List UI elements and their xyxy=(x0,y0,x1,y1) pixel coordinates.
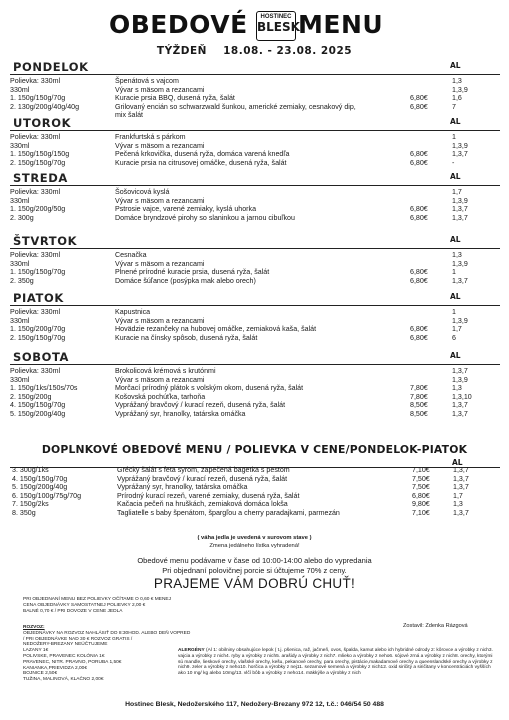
al-label: AL xyxy=(450,351,461,360)
item-name: Brokolicová krémová s krutónmi xyxy=(115,367,216,375)
item-name: Pečená krkovička, dusená ryža, domáca varená knedľa xyxy=(115,150,290,159)
extra-item-row xyxy=(12,475,500,484)
item-allergens: 1,3,7 xyxy=(453,474,469,483)
item-allergens: 1,3,7 xyxy=(453,466,469,474)
item-allergens: 7 xyxy=(452,102,456,111)
item-portion: Polievka: 330ml xyxy=(10,133,61,141)
item-portion: 1. 150g/200g/70g xyxy=(10,325,66,334)
item-name: Cesnačka xyxy=(115,251,147,259)
day-title: STREDA xyxy=(13,171,68,185)
half-portion-note: Pri objednaní polovičnej porcie si účtujeme 70% z ceny. xyxy=(162,566,347,575)
item-allergens: 1,3,7 xyxy=(452,150,468,159)
menu-item-row xyxy=(10,133,500,142)
day-items xyxy=(10,77,500,120)
item-portion: 6. 150g/100g/75g/70g xyxy=(12,491,82,500)
item-name: Šošovicová kyslá xyxy=(115,188,170,196)
item-price: 6,80€ xyxy=(410,325,428,334)
menu-item-row xyxy=(10,376,500,385)
item-allergens: 1 xyxy=(452,308,456,316)
menu-item-row xyxy=(10,334,500,343)
item-name: Vyprážaný bravčový / kurací rezeň, dusená ryža, šalát xyxy=(115,401,286,410)
al-label: AL xyxy=(450,61,461,70)
item-portion: Polievka: 330ml xyxy=(10,251,61,259)
item-portion: 2. 150g/200g xyxy=(10,392,52,401)
item-name: Kuracie na čínsky spôsob, dusená ryža, šalát xyxy=(115,333,258,342)
menu-item-row xyxy=(10,111,500,120)
item-allergens: 1,3 xyxy=(452,77,462,85)
delivery-line: NEDOŽERY-BREZANY NEÚČTUJEME xyxy=(23,642,108,648)
bon-appetit: PRAJEME VÁM DOBRÚ CHUŤ! xyxy=(153,576,356,591)
al-label: AL xyxy=(450,292,461,301)
item-name: Hovädzie rezančeky na hubovej omáčke, zemiaková kaša, šalát xyxy=(115,325,317,334)
item-portion: 330ml xyxy=(10,85,30,94)
allergens-info xyxy=(178,648,496,677)
item-allergens: 1,7 xyxy=(453,491,463,500)
menu-item-row xyxy=(10,159,500,168)
week-range xyxy=(0,45,509,57)
item-name: Prírodný kurací rezeň, varené zemiaky, dusená ryža, šalát xyxy=(117,491,300,500)
item-portion: 5. 150g/200g/40g xyxy=(10,409,66,418)
item-allergens: 1 xyxy=(452,133,456,141)
menu-item-row xyxy=(10,393,500,402)
item-portion: 3. 300g/1ks xyxy=(12,466,49,474)
item-price: 6,80€ xyxy=(410,150,428,159)
day-items xyxy=(10,133,500,167)
delivery-heading: ROZVOZ: xyxy=(23,625,45,630)
item-portion: 1. 150g/150g/70g xyxy=(10,268,66,277)
item-portion: 330ml xyxy=(10,141,30,150)
logo-main-text: BLESK xyxy=(257,20,300,34)
item-name: Grilovaný encián so schwarzwald šunkou, americké zemiaky, cesnakový dip, xyxy=(115,102,356,111)
price-notes xyxy=(23,597,171,614)
menu-item-row xyxy=(10,94,500,103)
item-allergens: 1,3,9 xyxy=(452,141,468,150)
footer-address: Hostinec Blesk, Nedožerského 117, Nedožery-Brezany 972 12, t.č.: 046/54 50 488 xyxy=(125,701,384,708)
menu-item-row xyxy=(10,308,500,317)
item-portion: Polievka: 330ml xyxy=(10,77,61,85)
item-price: 6,80€ xyxy=(410,94,428,103)
menu-item-row xyxy=(10,77,500,86)
menu-item-row xyxy=(10,277,500,286)
item-allergens: 1,3 xyxy=(452,251,462,259)
day-divider xyxy=(10,364,500,365)
item-portion: 330ml xyxy=(10,259,30,268)
delivery-line: PRAVENEC, NITR. PRAVNO, PORUBA 1,50€ xyxy=(23,659,122,665)
item-portion: 1. 150g/150g/150g xyxy=(10,150,70,159)
day-items xyxy=(10,251,500,285)
item-allergens: 1,3,7 xyxy=(452,213,468,222)
header-word-obedove: OBEDOVÉ xyxy=(109,10,248,39)
item-name: Kačacia pečeň na hruškách, zemiaková domáca lokša xyxy=(117,500,288,508)
item-allergens: 1,3,9 xyxy=(452,196,468,205)
item-price: 6,80€ xyxy=(410,205,428,214)
item-price: 6,80€ xyxy=(410,268,428,277)
extra-item-row xyxy=(12,492,500,501)
delivery-line: TUŽINA, MALINOVÁ, KLAČNO 2,00€ xyxy=(23,677,104,683)
delivery-line: POLIVSKE, PRAVENEC KOLÓNIA 1€ xyxy=(23,653,105,659)
weight-note: ( váha jedla je uvedená v surovom stave ) xyxy=(197,535,312,541)
item-portion: 5. 150g/200g/40g xyxy=(12,483,68,491)
serving-hours: Obedové menu podávame v čase od 10:00-14:00 alebo do vypredania xyxy=(137,556,372,565)
menu-item-row xyxy=(10,251,500,260)
menu-item-row xyxy=(10,214,500,223)
change-note: Zmena jedálneho lístka vyhradená! xyxy=(209,543,300,549)
item-name: Morčací prírodný plátok s volským okom, dusená ryža, šalát xyxy=(115,384,304,393)
day-divider xyxy=(10,248,500,249)
menu-item-row xyxy=(10,103,500,112)
menu-item-row xyxy=(10,384,500,393)
item-name: Grécky šalát s feta syrom, zapečená bagetka s pestom xyxy=(117,466,290,474)
item-allergens: 1,3,7 xyxy=(453,483,469,491)
delivery-info xyxy=(23,625,190,683)
item-portion: Polievka: 330ml xyxy=(10,188,61,196)
allergens-label: ALERGÉNY xyxy=(178,648,205,653)
item-price: 8,50€ xyxy=(410,409,428,418)
al-label: AL xyxy=(450,172,461,181)
menu-item-row xyxy=(10,86,500,95)
item-price: 6,80€ xyxy=(410,333,428,342)
week-label: TÝŽDEŇ xyxy=(156,45,207,57)
item-name: mix šalát xyxy=(115,111,143,120)
item-name: Kuracie prsia BBQ, dusená ryža, šalát xyxy=(115,94,235,103)
day-divider xyxy=(10,185,500,186)
delivery-line: OBJEDNÁVKY NA ROZVOZ NAHLÁSIŤ DO 8:30HOD. ALEBO DEŇ VOPRED xyxy=(23,630,191,636)
week-dates: 18.08. - 23.08. 2025 xyxy=(223,45,353,57)
item-price: 7,10€ xyxy=(412,508,430,517)
item-allergens: 1,3,7 xyxy=(453,508,469,517)
day-title: PONDELOK xyxy=(13,60,89,74)
item-allergens: 1,3,7 xyxy=(452,401,468,410)
al-label: AL xyxy=(450,235,461,244)
item-portion: 7. 150g/2ks xyxy=(12,500,49,508)
day-divider xyxy=(10,130,500,131)
price-note-line: CENA OBJEDNÁVKY SAMOSTATNEJ POLIEVKY 2,00 € xyxy=(23,602,146,608)
menu-item-row xyxy=(10,188,500,197)
menu-item-row xyxy=(10,197,500,206)
day-items xyxy=(10,308,500,342)
item-allergens: 1,7 xyxy=(452,188,462,196)
item-name: Plnené prírodné kuracie prsia, dusená ryža, šalát xyxy=(115,268,270,277)
item-price: 6,80€ xyxy=(410,158,428,167)
day-title: UTOROK xyxy=(13,116,72,130)
item-allergens: 1,3,9 xyxy=(452,316,468,325)
item-portion: 2. 300g xyxy=(10,213,34,222)
day-divider xyxy=(10,305,500,306)
item-allergens: 1 xyxy=(452,268,456,277)
item-name: Tagliatelle s baby špenátom, špargľou a cherry paradajkami, parmezán xyxy=(117,508,340,517)
item-price: 6,80€ xyxy=(410,213,428,222)
price-note-line: BALNÉ 0,70 € / PRI DOVOZE V CENE JEDLA xyxy=(23,608,123,614)
item-portion: Polievka: 330ml xyxy=(10,308,61,316)
item-price: 7,50€ xyxy=(412,483,430,491)
menu-header xyxy=(0,8,509,42)
item-name: Vyprážaný syr, hranolky, tatárska omáčka xyxy=(117,483,248,491)
item-portion: 1. 150g/1ks/150s/70s xyxy=(10,384,78,393)
item-name: Frankfurtská s párkom xyxy=(115,133,186,141)
item-portion: 2. 150g/150g/70g xyxy=(10,158,66,167)
day-items xyxy=(10,367,500,419)
allergens-text: (Al 1: obilniny obsahujúce lepok ( t.j. pšenica, raž, jačmeň, ovos, špalda, kamut alebo ich hybridné odrody 2: kôrovce a výrobky z nich3. vajcia a výrobky z nich4. ryby a výrobky z nich5. arašidy a výrobky z nich7. mlieko a výrobky z neho6. sójové zrná a výrobky z nich8. orechy, ktorými sú mandle, lieskové orechy, vlašské orechy, kešu, pekanové orechy, para orechy, pistácie,makadamové orechy a queenslandské orechy a výrobky z nich9. zeler a výrobky z neho10. horčica a výrobky z nej11. sezamové semená a výrobky z nich12. oxid siričitý a siričitany v koncentráciách vyšších ako 10 mg/ kg alebo 10mg/13. vlčí bôb a výrobky z neho14. mäkkýše a výrobky z nich xyxy=(178,648,493,677)
extra-menu-list xyxy=(12,466,500,517)
item-portion: 2. 350g xyxy=(10,276,34,285)
item-name: Vývar s mäsom a rezancami xyxy=(115,259,205,268)
extra-item-row xyxy=(12,483,500,492)
item-allergens: 1,3 xyxy=(452,384,462,393)
item-name: Vývar s mäsom a rezancami xyxy=(115,196,205,205)
logo-top-text: HOSTINEC xyxy=(260,14,292,20)
item-price: 7,80€ xyxy=(410,384,428,393)
item-name: Vyprážaný syr, hranolky, tatárska omáčka xyxy=(115,409,246,418)
item-allergens: - xyxy=(452,158,455,167)
item-price: 6,80€ xyxy=(410,102,428,111)
item-allergens: 1,3,7 xyxy=(452,276,468,285)
item-name: Vývar s mäsom a rezancami xyxy=(115,141,205,150)
item-name: Pstrosie vajce, varené zemiaky, kyslá uhorka xyxy=(115,205,257,214)
extra-menu-title: DOPLNKOVÉ OBEDOVÉ MENU / POLIEVKA V CENE/PONDELOK-PIATOK xyxy=(41,443,468,456)
delivery-line: BOJNICE 2,50€ xyxy=(23,671,58,677)
day-title: ŠTVRTOK xyxy=(13,234,78,248)
item-allergens: 1,3,10 xyxy=(452,392,472,401)
item-name: Vývar s mäsom a rezancami xyxy=(115,85,205,94)
item-price: 7,80€ xyxy=(410,392,428,401)
item-name: Domáce bryndzové pirohy so slaninkou a jarnou cibuľkou xyxy=(115,213,295,222)
item-name: Špenátová s vajcom xyxy=(115,77,179,85)
author: Zostavil: Zdenka Rázgová xyxy=(403,623,468,629)
item-portion: Polievka: 330ml xyxy=(10,367,61,375)
item-name: Vývar s mäsom a rezancami xyxy=(115,316,205,325)
item-price: 7,10€ xyxy=(412,466,430,474)
menu-item-row xyxy=(10,142,500,151)
item-portion: 330ml xyxy=(10,316,30,325)
item-name: Vyprážaný bravčový / kurací rezeň, dusená ryža, šalát xyxy=(117,474,288,483)
extra-item-row xyxy=(12,500,500,509)
menu-item-row xyxy=(10,367,500,376)
item-price: 7,50€ xyxy=(412,474,430,483)
header-word-menu: MENU xyxy=(298,10,384,39)
price-note-line: PRI OBJEDNANÍ MENU BEZ POLIEVKY OČÍTAME O 0,60 € MENEJ xyxy=(23,597,172,602)
blesk-logo xyxy=(256,11,300,41)
delivery-line: / PRI OBJEDNÁVKE NAD 30 € ROZVOZ GRATIS / xyxy=(23,636,133,642)
item-allergens: 1,3,9 xyxy=(452,375,468,384)
menu-item-row xyxy=(10,410,500,419)
item-allergens: 1,6 xyxy=(452,94,462,103)
menu-item-row xyxy=(10,317,500,326)
extra-item-row xyxy=(12,509,500,518)
item-portion: 8. 350g xyxy=(12,508,36,517)
delivery-line: LAZANY 1€ xyxy=(23,648,49,654)
item-allergens: 1,3,7 xyxy=(452,409,468,418)
item-name: Domáce šúľance (posýpka mak alebo orech) xyxy=(115,276,256,285)
al-label: AL xyxy=(450,117,461,126)
menu-item-row xyxy=(10,205,500,214)
item-price: 6,80€ xyxy=(412,491,430,500)
item-name: Kapustnica xyxy=(115,308,151,316)
item-allergens: 1,3,9 xyxy=(452,259,468,268)
item-allergens: 1,3 xyxy=(453,500,463,508)
day-title: SOBOTA xyxy=(13,350,70,364)
menu-item-row xyxy=(10,268,500,277)
item-portion: 330ml xyxy=(10,375,30,384)
item-portion: 1. 150g/200g/50g xyxy=(10,205,66,214)
item-allergens: 1,3,7 xyxy=(452,205,468,214)
menu-item-row xyxy=(10,401,500,410)
menu-item-row xyxy=(10,260,500,269)
item-portion: 330ml xyxy=(10,196,30,205)
extra-al-label: AL xyxy=(452,458,463,467)
item-price: 6,80€ xyxy=(410,276,428,285)
item-portion: 1. 150g/150g/70g xyxy=(10,94,66,103)
item-allergens: 6 xyxy=(452,333,456,342)
item-name: Vývar s mäsom a rezancami xyxy=(115,375,205,384)
item-allergens: 1,7 xyxy=(452,325,462,334)
day-items xyxy=(10,188,500,222)
day-title: PIATOK xyxy=(13,291,64,305)
item-name: Kuracie prsia na citrusovej omáčke, dusená ryža, šalát xyxy=(115,158,287,167)
item-price: 8,50€ xyxy=(410,401,428,410)
item-portion: 2. 150g/150g/70g xyxy=(10,333,66,342)
delivery-line: KANIANKA,PRIEVIDZA 2,00€ xyxy=(23,665,87,671)
item-portion: 4. 150g/150g/70g xyxy=(12,474,68,483)
item-portion: 2. 130g/200g/40g/40g xyxy=(10,102,80,111)
menu-item-row xyxy=(10,150,500,159)
item-name: Košovská pochúťka, tarhoňa xyxy=(115,392,206,401)
item-portion: 4. 150g/150g/70g xyxy=(10,401,66,410)
item-allergens: 1,3,7 xyxy=(452,367,468,375)
extra-item-row xyxy=(12,466,500,475)
day-divider xyxy=(10,74,500,75)
menu-item-row xyxy=(10,325,500,334)
item-allergens: 1,3,9 xyxy=(452,85,468,94)
item-price: 9,80€ xyxy=(412,500,430,508)
